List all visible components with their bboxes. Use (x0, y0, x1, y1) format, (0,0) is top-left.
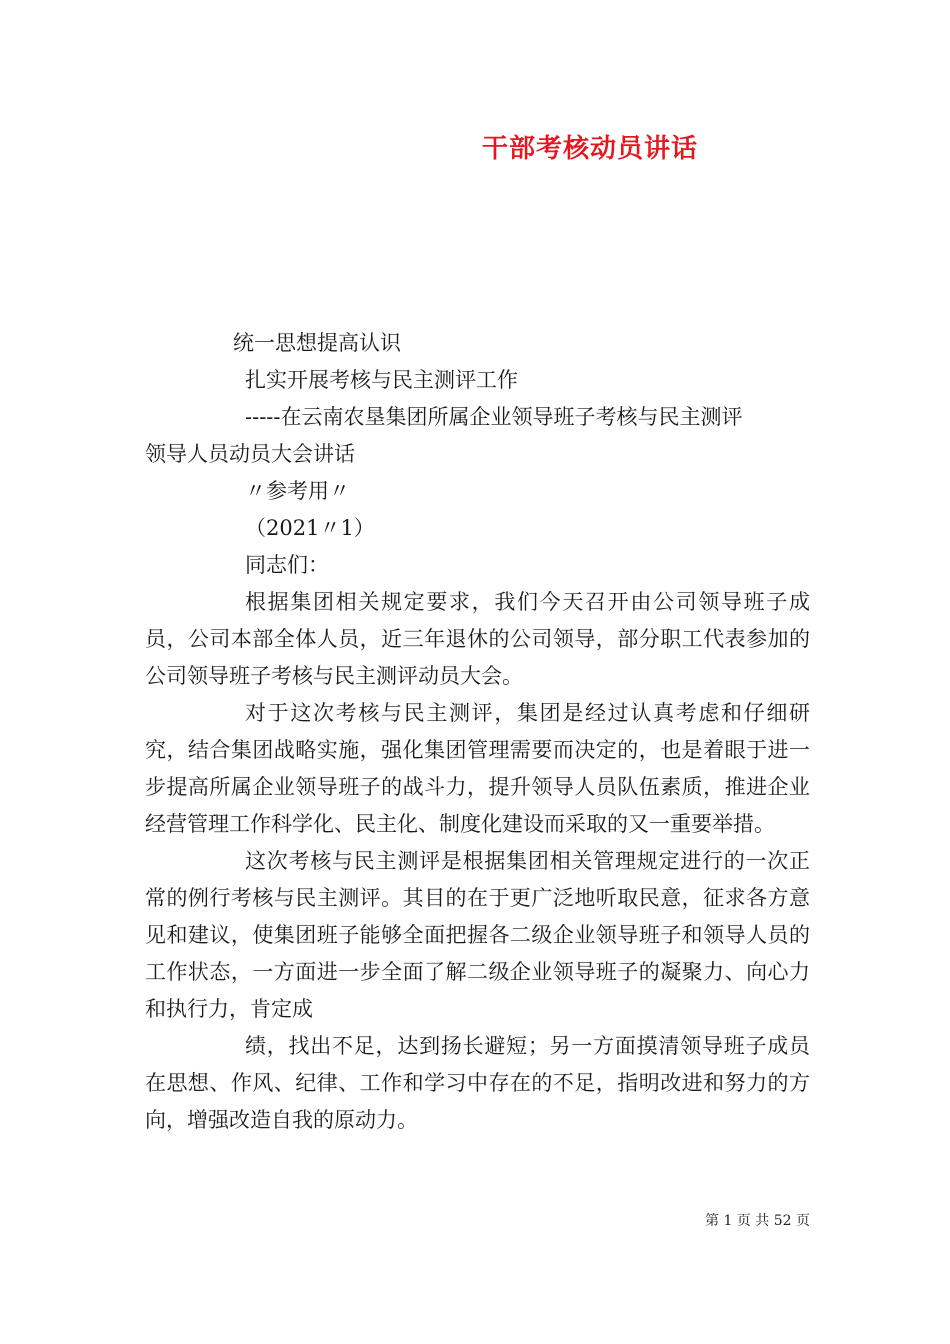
subtitle-line-2: 扎实开展考核与民主测评工作 (245, 368, 518, 392)
paragraph: 根据集团相关规定要求，我们今天召开由公司领导班子成员，公司本部全体人员，近三年退休的公司领导，部分职工代表参加的公司领导班子考核与民主测评动员大会。 (145, 590, 810, 688)
salutation: 同志们： (245, 553, 329, 577)
reference-note: 〃参考用〃 (245, 479, 350, 503)
paragraph: 这次考核与民主测评是根据集团相关管理规定进行的一次正常的例行考核与民主测评。其目的在于更广泛地听取民意，征求各方意见和建议，使集团班子能够全面把握各二级企业领导班子和领导人员的工作状态，一方面进一步全面了解二级企业领导班子的凝聚力、向心力和执行力，肯定成 (145, 849, 810, 1021)
page-number-footer: 第 1 页 共 52 页 (705, 1213, 810, 1229)
paragraph: 对于这次考核与民主测评，集团是经过认真考虑和仔细研究，结合集团战略实施，强化集团管理需要而决定的，也是着眼于进一步提高所属企业领导班子的战斗力，提升领导人员队伍素质，推进企业经营管理工作科学化、民主化、制度化建设而采取的又一重要举措。 (145, 701, 810, 836)
date-note: （2021〃1） (245, 516, 375, 540)
subtitle-line-1: 统一思想提高认识 (233, 331, 401, 355)
paragraph: 绩，找出不足，达到扬长避短；另一方面摸清领导班子成员在思想、作风、纪律、工作和学习中存在的不足，指明改进和努力的方向，增强改造自我的原动力。 (145, 1034, 810, 1132)
document-body (145, 325, 810, 1139)
document-title: 干部考核动员讲话 (481, 134, 698, 164)
subtitle-line-3-continued: 领导人员动员大会讲话 (145, 442, 355, 466)
subtitle-line-3: -----在云南农垦集团所属企业领导班子考核与民主测评 (245, 405, 743, 429)
